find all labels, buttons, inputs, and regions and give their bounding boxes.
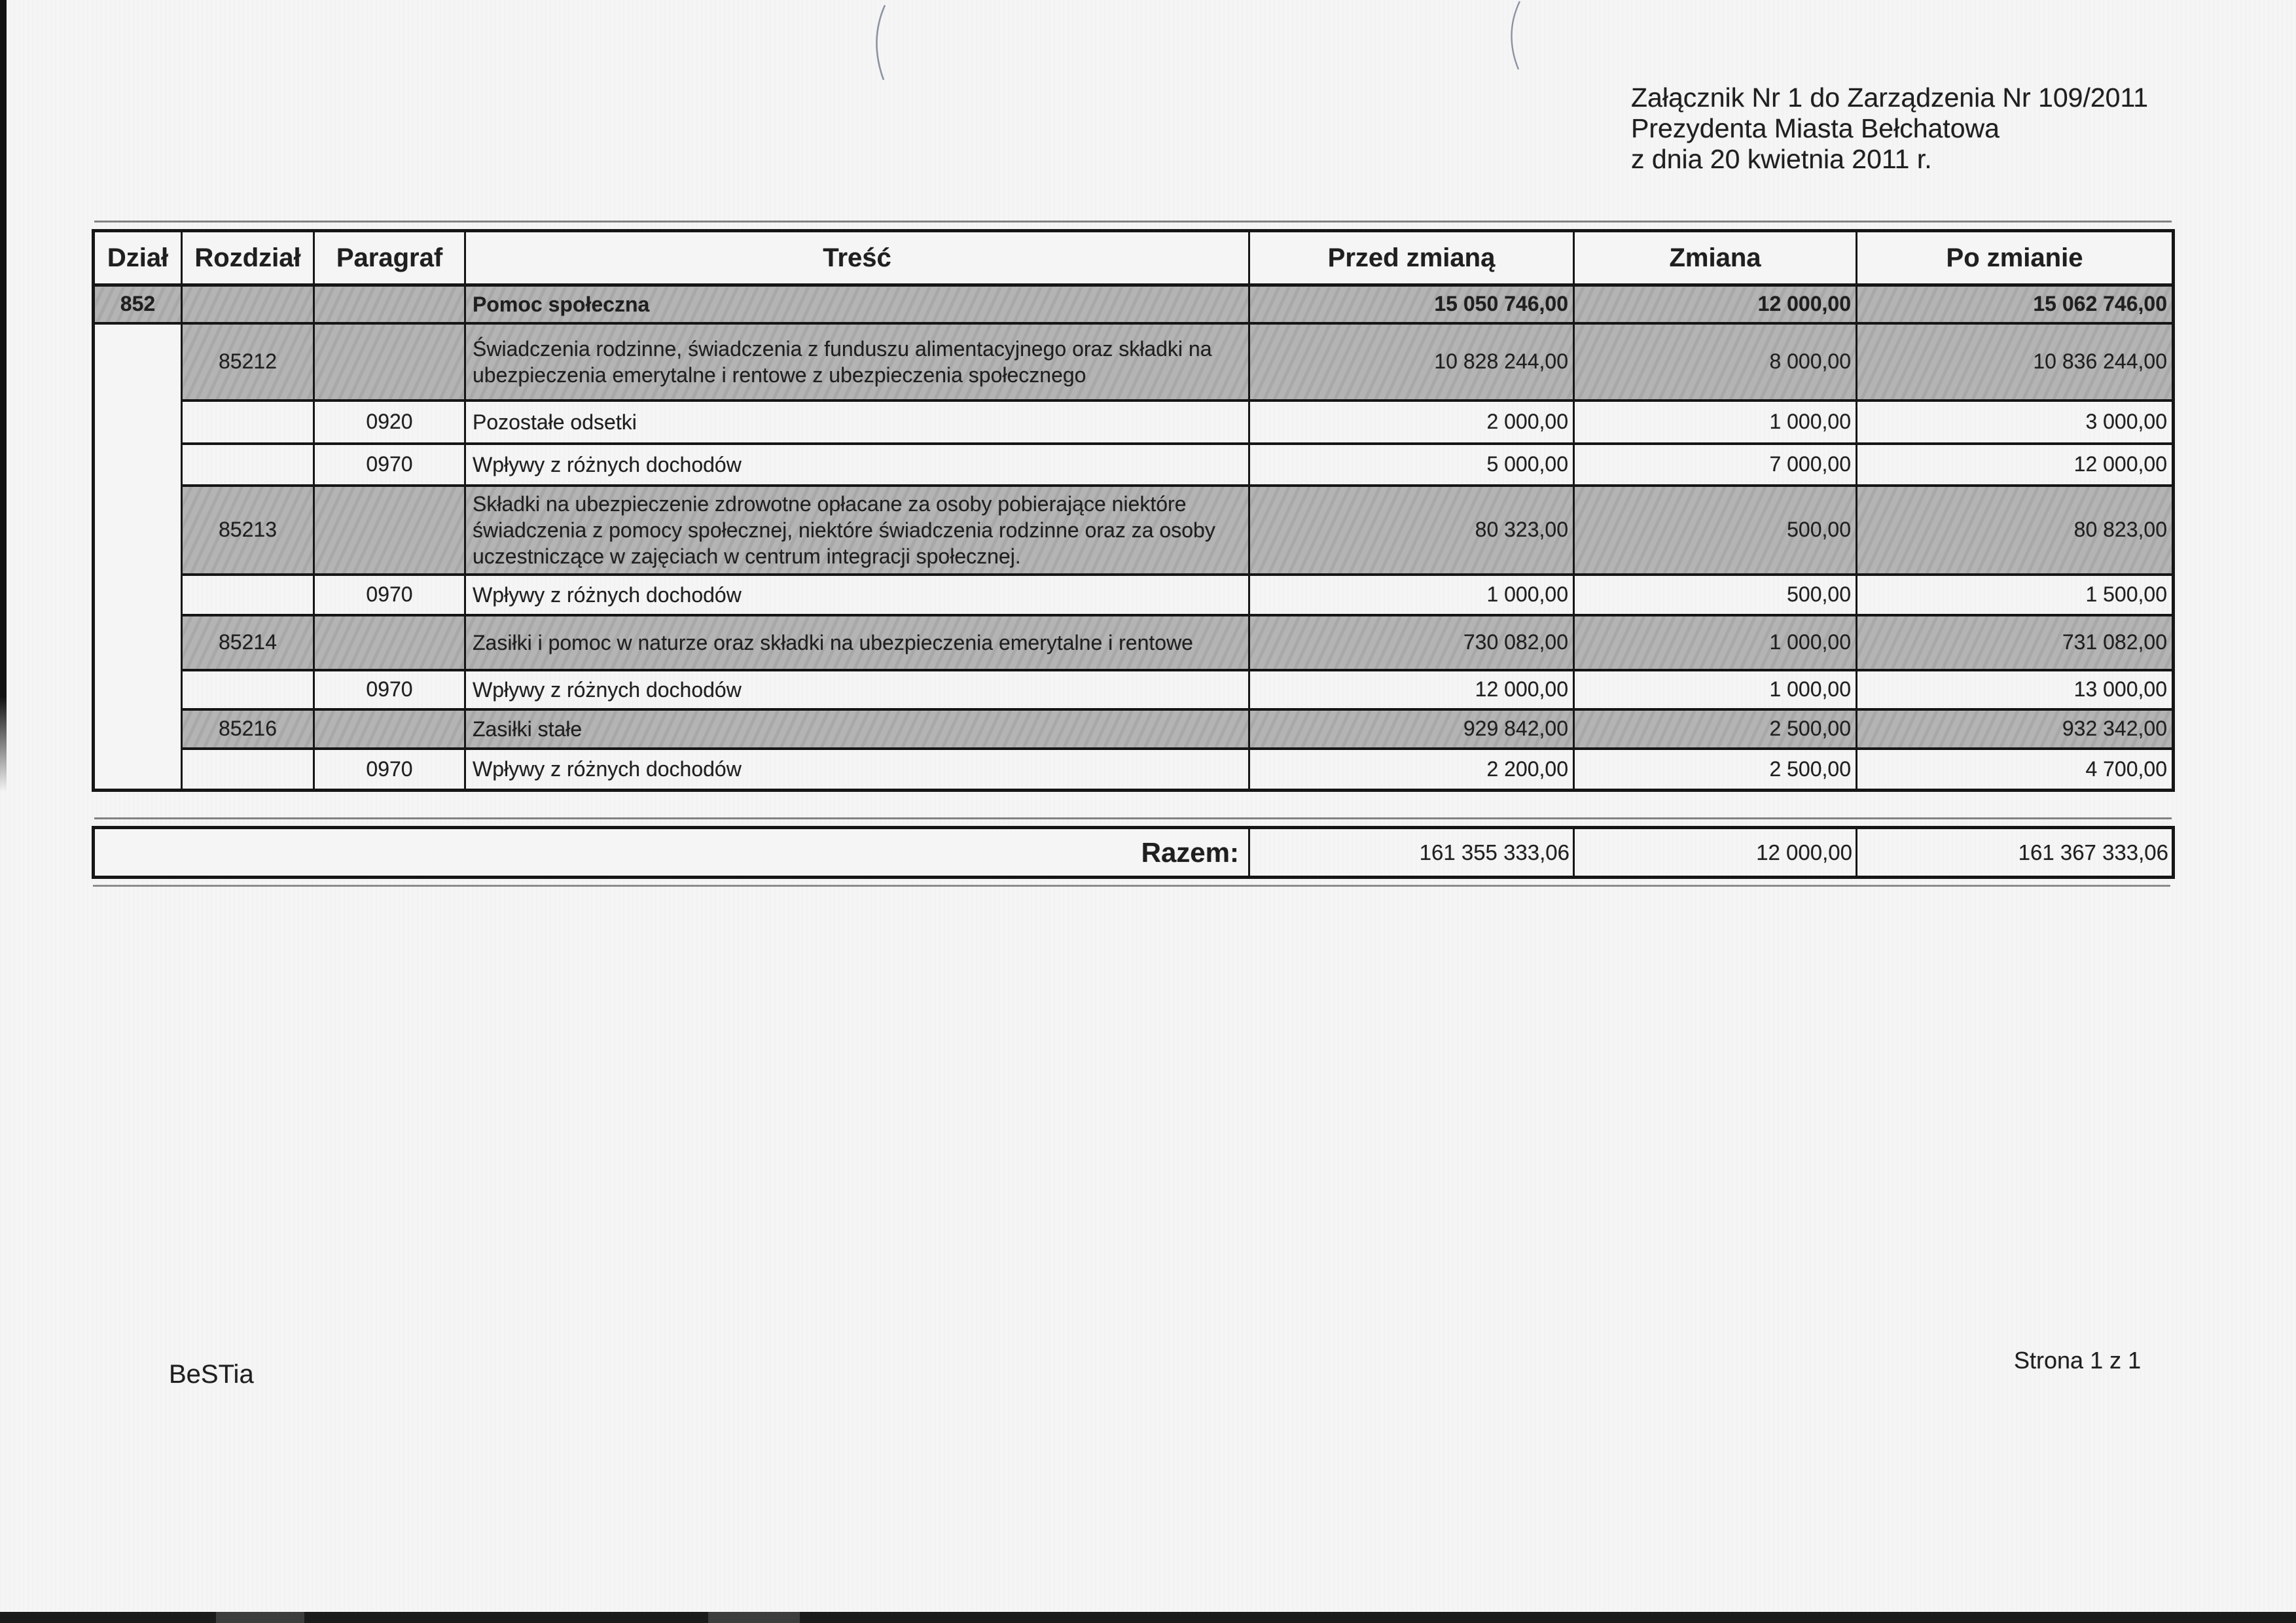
cell-zmiana: 12 000,00 [1574,285,1857,323]
scan-band-light-segment [708,1612,800,1623]
cell-rozdzial [182,749,314,791]
cell-tresc: Wpływy z różnych dochodów [465,670,1249,709]
cell-przed-zmiana: 730 082,00 [1249,615,1574,670]
cell-paragraf [314,323,465,401]
cell-dzial: 852 [94,285,182,323]
total-row-table [92,826,2173,879]
cell-zmiana: 8 000,00 [1574,323,1857,401]
cell-zmiana: 7 000,00 [1574,444,1857,486]
cell-po-zmianie: 4 700,00 [1857,749,2174,791]
cell-rozdzial: 85213 [182,486,314,575]
arc-path [1511,1,1520,69]
cell-rozdzial [182,444,314,486]
col-header-przed-zmiana: Przed zmianą [1249,231,1574,285]
cell-zmiana: 500,00 [1574,486,1857,575]
total-label: Razem: [94,828,1249,878]
cell-przed-zmiana: 80 323,00 [1249,486,1574,575]
cell-po-zmianie: 12 000,00 [1857,444,2174,486]
table-row [94,615,2174,670]
cell-tresc: Wpływy z różnych dochodów [465,575,1249,615]
cell-rozdzial: 85212 [182,323,314,401]
cell-tresc: Zasiłki stałe [465,709,1249,749]
attachment-note-line3: z dnia 20 kwietnia 2011 r. [1631,144,1932,174]
col-header-tresc: Treść [465,231,1249,285]
cell-rozdzial [182,285,314,323]
cell-przed-zmiana: 15 050 746,00 [1249,285,1574,323]
cell-rozdzial [182,575,314,615]
attachment-note [1631,82,2148,175]
total-przed-zmiana-value: 161 355 333,06 [1249,828,1574,878]
table-row [94,749,2174,791]
cell-paragraf: 0970 [314,749,465,791]
cell-paragraf [314,486,465,575]
scan-band-light-segment [216,1612,304,1623]
col-header-po-zmianie: Po zmianie [1857,231,2174,285]
cell-przed-zmiana: 2 000,00 [1249,401,1574,444]
cell-rozdzial [182,401,314,444]
cell-zmiana: 1 000,00 [1574,401,1857,444]
col-header-dzial: Dział [94,231,182,285]
budget-table [92,229,2173,792]
table-row [94,670,2174,709]
scan-edge-left-artifact [0,0,7,792]
table-row [94,401,2174,444]
cell-przed-zmiana: 12 000,00 [1249,670,1574,709]
attachment-note-line2: Prezydenta Miasta Bełchatowa [1631,113,2000,143]
table-row [94,575,2174,615]
cell-zmiana: 500,00 [1574,575,1857,615]
cell-paragraf [314,285,465,323]
table-row [94,285,2174,323]
cell-dzial [94,323,182,791]
table-row [94,709,2174,749]
cell-przed-zmiana: 5 000,00 [1249,444,1574,486]
cell-paragraf [314,615,465,670]
footer-page-number: Strona 1 z 1 [2014,1347,2142,1374]
arc-path [876,5,885,80]
cell-zmiana: 1 000,00 [1574,615,1857,670]
cell-rozdzial: 85216 [182,709,314,749]
cell-tresc: Składki na ubezpieczenie zdrowotne opłacane za osoby pobierające niektóre świadczenia z pomocy społecznej, niektóre świadczenia rodzinne oraz za osoby uczestniczące w zajęciach w centrum integracji społecznej. [465,486,1249,575]
cell-tresc: Pomoc społeczna [465,285,1249,323]
budget-table-element [92,229,2175,792]
cell-po-zmianie: 80 823,00 [1857,486,2174,575]
cell-zmiana: 2 500,00 [1574,709,1857,749]
cell-po-zmianie: 731 082,00 [1857,615,2174,670]
scan-arc-artifact-left [868,4,894,82]
total-po-zmianie-value: 161 367 333,06 [1857,828,2174,878]
total-row [94,828,2174,878]
cell-po-zmianie: 1 500,00 [1857,575,2174,615]
cell-zmiana: 2 500,00 [1574,749,1857,791]
cell-przed-zmiana: 10 828 244,00 [1249,323,1574,401]
cell-tresc: Świadczenia rodzinne, świadczenia z funduszu alimentacyjnego oraz składki na ubezpieczenia emerytalne i rentowe z ubezpieczenia społecznego [465,323,1249,401]
cell-tresc: Wpływy z różnych dochodów [465,749,1249,791]
cell-tresc: Zasiłki i pomoc w naturze oraz składki na ubezpieczenia emerytalne i rentowe [465,615,1249,670]
col-header-paragraf: Paragraf [314,231,465,285]
cell-paragraf: 0970 [314,670,465,709]
table-row [94,323,2174,401]
scan-arc-artifact-right [1500,0,1526,72]
cell-po-zmianie: 13 000,00 [1857,670,2174,709]
scan-edge-bottom-artifact [0,1612,2296,1623]
total-zmiana-value: 12 000,00 [1574,828,1857,878]
cell-tresc: Wpływy z różnych dochodów [465,444,1249,486]
cell-po-zmianie: 3 000,00 [1857,401,2174,444]
table-row [94,486,2174,575]
cell-po-zmianie: 932 342,00 [1857,709,2174,749]
total-table-element [92,826,2175,879]
cell-rozdzial: 85214 [182,615,314,670]
cell-po-zmianie: 10 836 244,00 [1857,323,2174,401]
col-header-zmiana: Zmiana [1574,231,1857,285]
cell-paragraf [314,709,465,749]
cell-przed-zmiana: 929 842,00 [1249,709,1574,749]
cell-tresc: Pozostałe odsetki [465,401,1249,444]
table-row [94,444,2174,486]
cell-paragraf: 0920 [314,401,465,444]
cell-paragraf: 0970 [314,444,465,486]
attachment-note-line1: Załącznik Nr 1 do Zarządzenia Nr 109/2011 [1631,82,2149,113]
cell-zmiana: 1 000,00 [1574,670,1857,709]
budget-table-body [94,285,2174,791]
footer-app-name: BeSTia [169,1360,254,1389]
cell-po-zmianie: 15 062 746,00 [1857,285,2174,323]
cell-przed-zmiana: 2 200,00 [1249,749,1574,791]
cell-rozdzial [182,670,314,709]
cell-paragraf: 0970 [314,575,465,615]
col-header-rozdzial: Rozdział [182,231,314,285]
cell-przed-zmiana: 1 000,00 [1249,575,1574,615]
table-header-row [94,231,2174,285]
